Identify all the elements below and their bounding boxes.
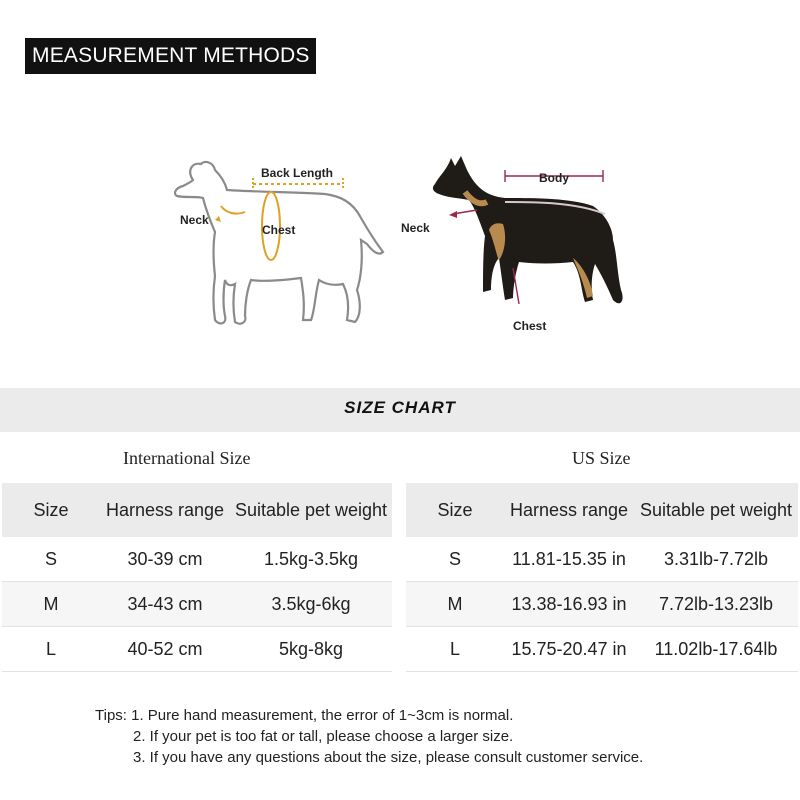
table-row — [2, 537, 392, 582]
size-chart-title: SIZE CHART — [344, 398, 456, 417]
size-cell: L — [2, 627, 100, 672]
col-harness-range: Harness range — [504, 483, 634, 537]
col-pet-weight: Suitable pet weight — [634, 483, 798, 537]
size-cell: L — [406, 627, 504, 672]
us-size-title: US Size — [572, 448, 631, 468]
tip-item: 3. If you have any questions about the size, please consult customer service. — [133, 749, 644, 766]
col-harness-range: Harness range — [100, 483, 230, 537]
table-row — [2, 627, 392, 672]
col-pet-weight: Suitable pet weight — [230, 483, 392, 537]
weight-cell: 11.02lb-17.64lb — [634, 627, 798, 672]
dog-silhouette — [433, 156, 623, 303]
size-cell: S — [2, 537, 100, 582]
col-size: Size — [2, 483, 100, 537]
tips-label: Tips: — [95, 707, 127, 724]
table-row — [2, 582, 392, 627]
harness-cell: 15.75-20.47 in — [504, 627, 634, 672]
us-size-table — [406, 483, 798, 672]
tip-item: 1. Pure hand measurement, the error of 1~3cm is normal. — [131, 707, 514, 724]
table-row — [406, 627, 798, 672]
weight-cell: 1.5kg-3.5kg — [230, 537, 392, 582]
neck-label: Neck — [180, 213, 209, 227]
size-cell: M — [2, 582, 100, 627]
international-size-table — [2, 483, 392, 672]
body-label: Body — [539, 171, 569, 185]
size-chart-band — [0, 388, 800, 432]
weight-cell: 7.72lb-13.23lb — [634, 582, 798, 627]
table-row — [406, 537, 798, 582]
neck-label: Neck — [401, 221, 430, 235]
harness-cell: 30-39 cm — [100, 537, 230, 582]
harness-cell: 40-52 cm — [100, 627, 230, 672]
back-length-label: Back Length — [261, 166, 334, 180]
tips — [95, 705, 643, 768]
size-cell: S — [406, 537, 504, 582]
page-title: MEASUREMENT METHODS — [25, 38, 316, 74]
weight-cell: 5kg-8kg — [230, 627, 392, 672]
harness-cell: 13.38-16.93 in — [504, 582, 634, 627]
harness-cell: 34-43 cm — [100, 582, 230, 627]
dog-outline-diagram — [165, 140, 395, 340]
weight-cell: 3.5kg-6kg — [230, 582, 392, 627]
international-size-title: International Size — [123, 448, 251, 468]
table-row — [406, 582, 798, 627]
dog-photo-diagram — [395, 140, 645, 340]
chest-label: Chest — [262, 223, 296, 237]
col-size: Size — [406, 483, 504, 537]
chest-label: Chest — [513, 319, 547, 333]
tip-item: 2. If your pet is too fat or tall, please choose a larger size. — [133, 728, 514, 745]
weight-cell: 3.31lb-7.72lb — [634, 537, 798, 582]
harness-cell: 11.81-15.35 in — [504, 537, 634, 582]
size-cell: M — [406, 582, 504, 627]
